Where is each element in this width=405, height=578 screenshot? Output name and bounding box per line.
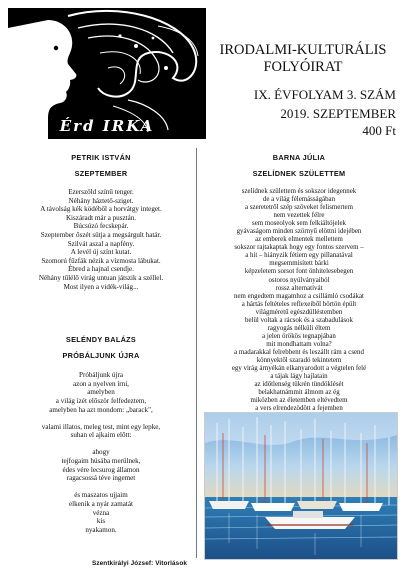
poem-line: amelyben ha azt mondom: „barack",	[49, 405, 153, 414]
poem1-author: PETRIK ISTVÁN	[71, 153, 131, 162]
poem-line: Szeptember őszét sütja a megsárgult határ.	[40, 230, 162, 239]
poem-line: ragacsossá téve ingemet	[66, 474, 136, 483]
poem3-title: SZELÍDNEK SZÜLETTEM	[252, 169, 346, 178]
poem-line: ragyogás nélküli éltem	[267, 324, 331, 332]
poem-line: az emberek elmentek mellettem	[255, 236, 343, 244]
poem-line: belakhatnámmit álmom az ég	[258, 389, 340, 397]
poem2-title: PRÓBÁLJUNK ÚJRA	[62, 351, 140, 361]
column-divider	[196, 148, 197, 558]
poem-line: suhan el ajkaim előtt:	[70, 431, 132, 440]
poem-line: képzeletem sorsot font önhitelesebegen	[244, 268, 354, 276]
poem-line: a vers elrendezödött a fejemben	[255, 405, 343, 413]
poem-line: és maszatos ujjaim	[74, 491, 128, 500]
poem1-body	[10, 188, 192, 291]
poem-line: ostoros nyúlványaiból	[268, 276, 330, 284]
poem-line: Szomorú fűzfák nézik a vízmosta lábukat.	[41, 256, 161, 265]
poem-line: világméretű egészdülléstemben	[255, 308, 343, 316]
right-column	[201, 153, 397, 429]
journal-subtitle-line2: FOLYÓIRAT	[263, 59, 343, 75]
poem-line: nem vezettek félre	[273, 212, 325, 220]
poem-line: a szeretetről szép szöveket felismertem	[245, 204, 353, 212]
poem-line: a jelen örökös tegnapjában	[262, 332, 336, 340]
poem-line: elkenik a nyár zamatát	[68, 500, 133, 509]
poem-line: a tájak lágy hajlatain	[270, 373, 328, 381]
poem-line: gyávaságom minden szörnyű elöttni idejében	[236, 228, 362, 236]
poem-line: Ezerszöld színű tenger.	[68, 188, 134, 196]
journal-subtitle-line1: IRODALMI-KULTURÁLIS	[219, 42, 387, 58]
poem-line: a hit – hiányzik fétiem egy pillanatával	[245, 252, 353, 260]
poem1-title: SZEPTEMBER	[74, 169, 128, 178]
poem-line: miközben az életemben eltévedtem	[250, 397, 348, 405]
painting-caption: Szentkirályi József: Vitorlások	[92, 560, 187, 567]
poem-line: könnyektől szaradó tekintetem	[256, 356, 342, 364]
poem-line: egy virág árnyékán elkanyarodott a végtelen felé	[231, 365, 367, 373]
poem-line: az időtlenség tükrén tündöklését	[254, 381, 344, 389]
poem2-body	[10, 371, 192, 534]
poem-line: Néhány háztető-sziget.	[68, 196, 134, 205]
poem-line: de a világ félemásságában	[262, 196, 336, 204]
poem-line: Néhány tűlélő virág untuan játszik a széllel.	[38, 273, 164, 282]
poem-line: Búcsúzó fecskepár.	[73, 222, 129, 231]
poem-line: nem engedtem magamhoz a csillámló csodákat	[234, 292, 364, 300]
poem3-author: BARNA JÚLIA	[272, 153, 326, 162]
poem-line: Próbáljunk újra	[79, 371, 123, 380]
poem-line: Szilvát aszal a napfény.	[67, 239, 135, 248]
poem2-author: SELÉNDY BALÁZS	[65, 335, 137, 345]
logo-text: Érd IRKA	[59, 117, 155, 135]
left-column	[10, 153, 192, 534]
poem-line: kis	[96, 517, 106, 526]
poem-line: amelyben	[87, 388, 115, 397]
poem-line: a hártás feltételes reflexeiből börtön épült	[241, 300, 357, 308]
poem-line: a világ ízét először felfedeztem,	[55, 396, 147, 405]
poem-line: sokszor rajtakaptak hogy egy fontos szervem –	[234, 244, 364, 252]
poem-line: megsemmisített bárki	[269, 260, 329, 268]
journal-logo	[8, 8, 206, 139]
poem-line: valami illatos, meleg test, mint egy lepke,	[41, 422, 161, 431]
poem-line: édes vére lecsurog államon	[62, 465, 140, 474]
issue-date: 2019. SZEPTEMBER	[280, 106, 396, 121]
poem-line: azon a nyelven írni,	[73, 379, 129, 388]
poem-line: mit mondhattam volna?	[266, 340, 332, 348]
poem-line: sem moseolyok sem felkiáltójelek	[252, 220, 346, 228]
issue-price: 400 Ft	[362, 123, 396, 138]
poem-line: Ébred a hajnal csendje.	[68, 265, 134, 274]
poem-line: Most ilyen a vidék-világ...	[63, 282, 139, 291]
poem-line: vézna	[92, 508, 110, 517]
sailboats-painting	[204, 412, 398, 560]
poem-line: A távolság kék ködéből a horvátgy integet.	[40, 205, 162, 214]
poem-line: Kiszáradt már a pusztán.	[65, 213, 137, 222]
poem-line: szelídnek születtem és sokszor idegennek	[241, 188, 357, 195]
poem-line: nyakamon.	[85, 525, 117, 534]
issue-number: IX. ÉVFOLYAM 3. SZÁM	[253, 87, 396, 102]
poem-line: tejfogaim húsába merülnek,	[61, 457, 141, 466]
poem-line: A levél új színt kutat.	[70, 248, 132, 257]
poem3-body	[201, 188, 397, 429]
poem-line: a madarakkal felrebbent és leszállt rám a csend	[234, 348, 364, 356]
poem-line: belül voltak a rácsok és a szabadulások	[245, 316, 353, 324]
poem-line: ahogy	[92, 448, 110, 457]
poem-line: rossz alternatívát	[275, 284, 323, 292]
